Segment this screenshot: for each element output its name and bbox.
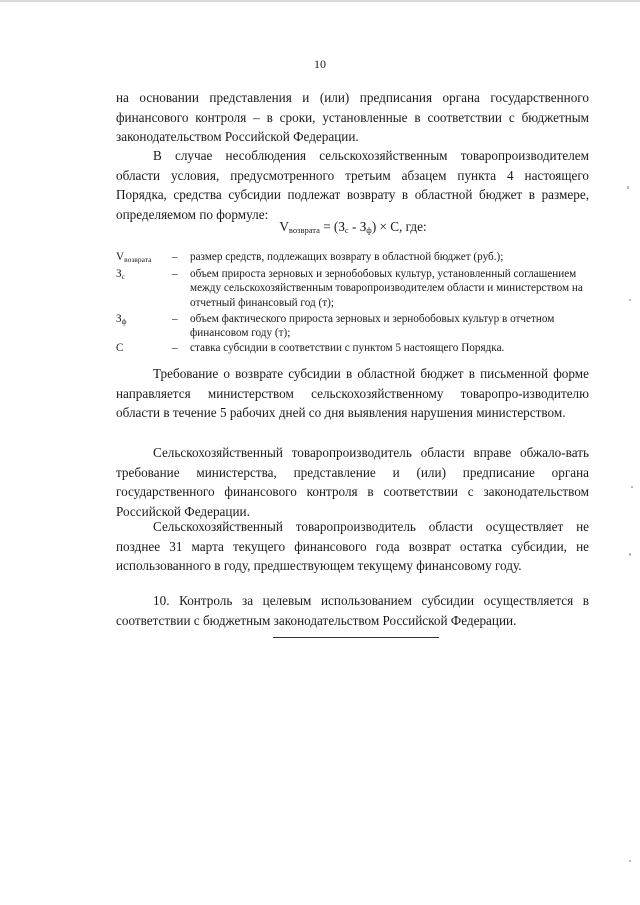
formula-tail: ) × С, где:: [371, 219, 427, 234]
legend-dash: –: [172, 268, 178, 280]
paragraph-deadline-continuation: на основании представления и (или) предписания органа государственного финансового контроля – в сроки, установленные в соответствии с бюджетным законодательством Российской Федерации.: [116, 90, 589, 145]
formula-v-symbol: V: [279, 219, 289, 234]
legend-symbol: $З_ф$: [116, 313, 127, 326]
formula-open: = (З: [319, 219, 345, 234]
scan-speck: [629, 299, 631, 301]
legend-dash: –: [172, 342, 178, 354]
formula-minus: - З: [348, 219, 367, 234]
closing-rule: [273, 637, 439, 638]
return-formula: [0, 219, 640, 235]
paragraph-return-condition: В случае несоблюдения сельскохозяйственным товаропроизводителем области условия, предусмотренного третьим абзацем пункта 4 настоящего Порядка, средства субсидии подлежат возврату в областной бюджет в размере, определяемом по формуле:: [116, 148, 589, 222]
legend-symbol: $З_с$: [116, 268, 125, 281]
legend-description: размер средств, подлежащих возврату в областной бюджет (руб.);: [190, 251, 504, 263]
scan-speck: [627, 186, 629, 189]
legend-description: объем прироста зерновых и зернобобовых культур, установленный соглашением между сельскохозяйственным товаропроизводителем области и министерством на отчетный финансовый год (т);: [190, 268, 583, 309]
paragraph-remainder-return: Сельскохозяйственный товаропроизводитель области осуществляет не позднее 31 марта текущего финансового года возврат остатка субсидии, не использованного в году, предшествующем текущему финансовому году.: [116, 519, 589, 574]
paragraph-control: 10. Контроль за целевым использованием субсидии осуществляется в соответствии с бюджетным законодательством Российской Федерации.: [116, 593, 589, 628]
legend-symbol: $V_{возврата}$: [116, 251, 152, 264]
paragraph-return-demand: Требование о возврате субсидии в областной бюджет в письменной форме направляется министерством сельскохозяйственному товаропро-изводителю области в течение 5 рабочих дней со дня выявления нарушения министерством.: [116, 366, 589, 421]
formula-zs-subscript: с: [344, 225, 349, 235]
legend-symbol: С: [116, 342, 124, 354]
page-number: 10: [314, 57, 326, 71]
scan-speck: [629, 553, 631, 556]
formula-v-subscript: возврата: [288, 225, 320, 235]
legend-dash: –: [172, 251, 178, 263]
scan-speck: [631, 486, 633, 488]
legend-description: ставка субсидии в соответствии с пунктом 5 настоящего Порядка.: [190, 342, 505, 354]
legend-description: объем фактического прироста зерновых и зернобобовых культур в отчетном финансовом году (т);: [190, 313, 555, 340]
formula-zf-subscript: ф: [366, 225, 372, 235]
scan-speck: [629, 860, 631, 862]
legend-dash: –: [172, 313, 178, 325]
paragraph-appeal-right: Сельскохозяйственный товаропроизводитель области вправе обжало-вать требование министерства, представление и (или) предписание органа государственного финансового контроля в соответствии с законодательством Российской Федерации.: [116, 445, 589, 519]
scan-top-edge: [0, 0, 640, 2]
